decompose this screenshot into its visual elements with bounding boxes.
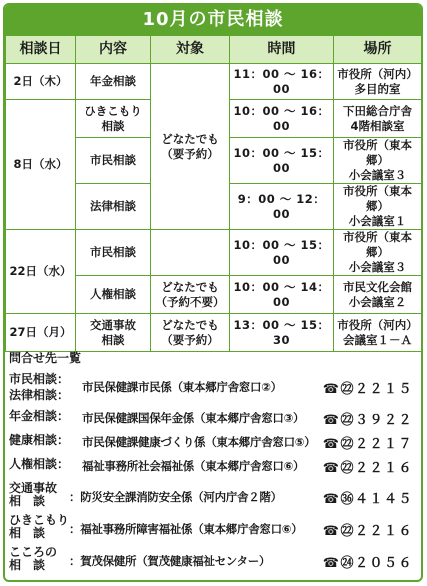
time-cell: 10：00 ～ 15：00 [230,230,334,276]
contact-desc: 市民保健課健康づくり係（東本郷庁舎窓口⑤） [82,435,316,449]
page-title: 10月の市民相談 [5,5,421,35]
place-cell: 市役所（東本郷） 小会議室１ [334,184,422,230]
contact-desc: ：賀茂保健所（賀茂健康福祉センター） [69,554,271,568]
contact-desc: 市民保健課国保年金係（東本郷庁舎窓口③） [82,411,305,425]
time-cell: 10：00 ～ 14：00 [230,276,334,314]
target-cell: どなたでも （要予約） [151,64,230,230]
content-cell: 法律相談 [76,184,151,230]
place-cell: 市役所（東本郷） 小会議室３ [334,138,422,184]
contact-label: 人権相談： [9,457,70,471]
table-header-row [6,36,422,64]
contact-label: 市民相談： 法律相談： [9,372,70,402]
consultation-notice [3,3,423,582]
header-target: 対象 [151,36,230,64]
target-cell [151,230,230,276]
header-date: 相談日 [6,36,76,64]
content-cell: 年金相談 [76,64,151,100]
content-cell: 市民相談 [76,230,151,276]
place-cell: 下田総合庁舎 4階相談室 [334,100,422,138]
place-cell: 市民文化会館 小会議室２ [334,276,422,314]
time-cell: 13：00 ～ 15：30 [230,314,334,352]
contact-label: 健康相談： [9,433,70,447]
content-cell: ひきこもり 相談 [76,100,151,138]
contact-tel: ☎㉒２２１５ [322,382,413,397]
contact-label: ひきこもり 相 談 [9,513,70,540]
contact-tel: ☎㉒３９２２ [322,413,413,428]
table-row [6,230,422,276]
contact-tel: ☎㉔２０５６ [322,556,413,571]
table-row [6,64,422,100]
date-cell: 22日（水） [6,230,76,314]
contact-row [9,368,417,404]
contact-label: 交通事故 相 談 [9,481,58,508]
contact-tel: ☎㉒２２１６ [322,524,413,539]
contact-desc: 福祉事務所社会福祉係（東本郷庁舎窓口⑥） [82,459,305,473]
target-cell: どなたでも （要予約） [151,314,230,352]
time-cell: 10：00 ～ 16：00 [230,100,334,138]
content-cell: 市民相談 [76,138,151,184]
content-cell: 交通事故 相談 [76,314,151,352]
contact-tel: ☎㉒２２１７ [322,437,413,452]
header-content: 内容 [76,36,151,64]
time-cell: 9：00 ～ 12：00 [230,184,334,230]
contact-desc: 市民保健課市民係（東本郷庁舎窓口②） [82,380,282,394]
contact-label: こころの 相 談 [9,545,58,572]
place-cell: 市役所（東本郷） 小会議室３ [334,230,422,276]
date-cell: 27日（月） [6,314,76,352]
header-place: 場所 [334,36,422,64]
date-cell: 8日（水） [6,100,76,230]
schedule-table [5,35,422,352]
place-cell: 市役所（河内） 会議室１－Ａ [334,314,422,352]
date-cell: 2日（木） [6,64,76,100]
target-cell: どなたでも （予約不要） [151,276,230,314]
header-time: 時間 [230,36,334,64]
contact-tel: ☎㊱４１４５ [322,492,413,507]
contact-label: 年金相談： [9,409,70,423]
place-cell: 市役所（河内） 多目的室 [334,64,422,100]
contact-list [5,346,421,580]
contact-desc: ：福祉事務所障害福祉係（東本郷庁舎窓口⑥） [69,522,303,536]
contact-tel: ☎㉒２２１６ [322,461,413,476]
contact-desc: ：防災安全課消防安全係（河内庁舎２階） [69,490,282,504]
time-cell: 10：00 ～ 15：00 [230,138,334,184]
content-cell: 人権相談 [76,276,151,314]
contact-heading: 問合せ先一覧 [9,351,82,365]
time-cell: 11：00 ～ 16：00 [230,64,334,100]
